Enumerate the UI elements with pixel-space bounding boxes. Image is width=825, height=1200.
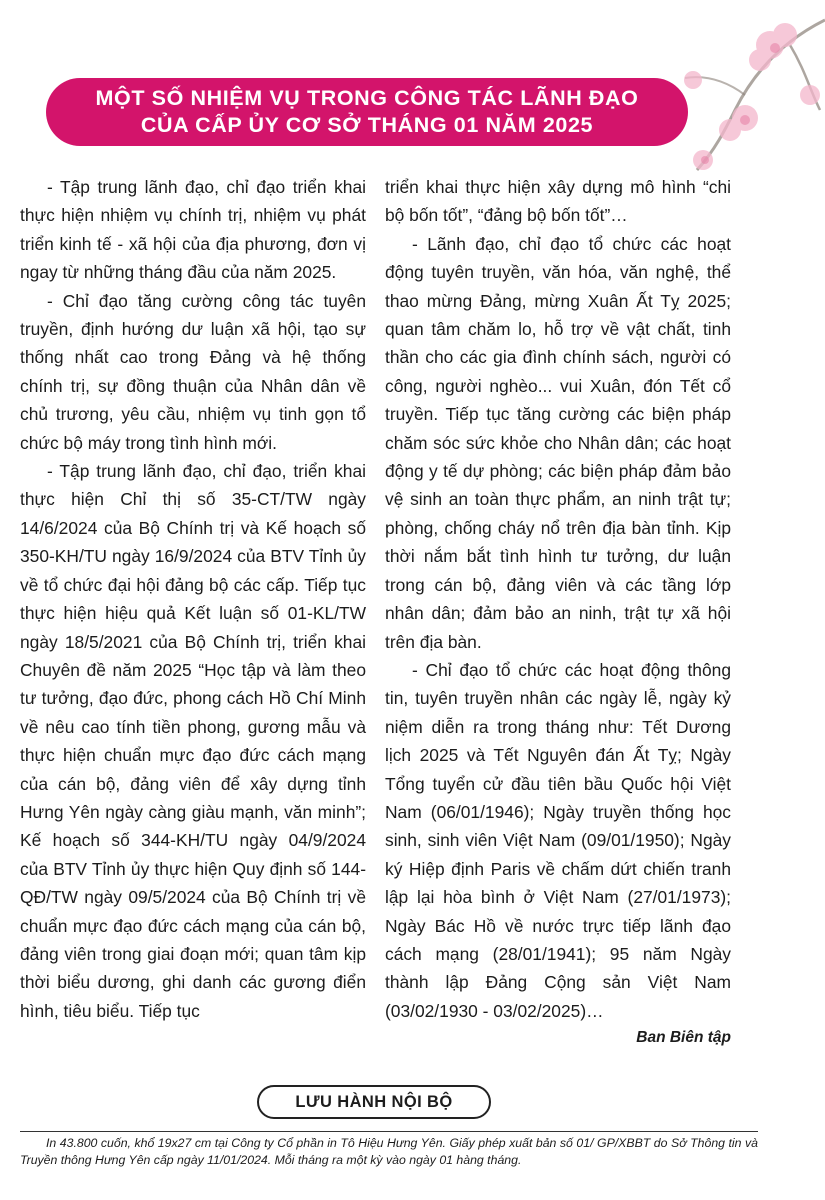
article-column-left [20,173,366,1025]
publication-info-text: In 43.800 cuốn, khổ 19x27 cm tại Công ty Cổ phần in Tô Hiệu Hưng Yên. Giấy phép xuất bản số 01/ GP/XBBT do Sở Thông tin và Truyền thông Hưng Yên cấp ngày 11/01/2024. Mỗi tháng ra một kỳ vào ngày 01 hàng tháng. [20,1136,758,1167]
footer-divider [20,1131,758,1132]
article-paragraph: - Chỉ đạo tổ chức các hoạt động thông tin, tuyên truyền nhân các ngày lễ, ngày kỷ niệm diễn ra trong tháng như: Tết Dương lịch 2025 và Tết Nguyên đán Ất Tỵ; Ngày Tổng tuyển cử đầu tiên bầu Quốc hội Việt Nam (06/01/1946); Ngày truyền thống học sinh, sinh viên Việt Nam (09/01/1950); Ngày ký Hiệp định Paris về chấm dứt chiến tranh lập lại hòa bình ở Việt Nam (27/01/1973); Ngày Bác Hồ về nước trực tiếp lãnh đạo cách mạng (28/01/1941); 95 năm Ngày thành lập Đảng Cộng sản Việt Nam (03/02/1930 - 03/02/2025)… [385,659,731,1021]
publication-info-footer [20,1135,758,1168]
page-title-line-1: MỘT SỐ NHIỆM VỤ TRONG CÔNG TÁC LÃNH ĐẠO [95,86,639,110]
article-column-right [385,173,731,1051]
article-signature: Ban Biên tập [636,1029,731,1047]
article-paragraph: - Lãnh đạo, chỉ đạo tổ chức các hoạt động tuyên truyền, văn hóa, văn nghệ, thể thao mừng Đảng, mừng Xuân Ất Tỵ 2025; quan tâm chăm lo, hỗ trợ về vật chất, tinh thần cho các gia đình chính sách, người có công, người nghèo... vui Xuân, đón Tết cổ truyền. Tiếp tục tăng cường các biện pháp chăm sóc sức khỏe cho Nhân dân; các hoạt động y tế dự phòng; các biện pháp đảm bảo vệ sinh an toàn thực phẩm, an ninh trật tự; phòng, chống cháy nổ trên địa bàn tỉnh. Kịp thời nắm bắt tình hình tư tưởng, dư luận trong cán bộ, đảng viên và các tầng lớp nhân dân; đảm bảo an ninh, trật tự xã hội trên địa bàn. [385,233,731,652]
page-title-line-2: CỦA CẤP ỦY CƠ SỞ THÁNG 01 NĂM 2025 [140,113,594,137]
title-banner [46,78,688,146]
article-paragraph: - Tập trung lãnh đạo, chỉ đạo triển khai thực hiện nhiệm vụ chính trị, nhiệm vụ phát triển kinh tế - xã hội của địa phương, đơn vị ngay từ những tháng đầu của năm 2025. [20,177,366,283]
article-paragraph-continuation: triển khai thực hiện xây dựng mô hình “chi bộ bốn tốt”, “đảng bộ bốn tốt”… [385,177,731,226]
article-paragraph: - Chỉ đạo tăng cường công tác tuyên truyền, định hướng dư luận xã hội, tạo sự thống nhất cao trong Đảng và hệ thống chính trị, sự đồng thuận của Nhân dân về chủ trương, yêu cầu, nhiệm vụ tinh gọn tổ chức bộ máy trong tình hình mới. [20,290,366,453]
internal-circulation-badge: LƯU HÀNH NỘI BỘ [257,1085,491,1119]
article-paragraph: - Tập trung lãnh đạo, chỉ đạo, triển khai thực hiện Chỉ thị số 35-CT/TW ngày 14/6/2024 của Bộ Chính trị và Kế hoạch số 350-KH/TU ngày 16/9/2024 của BTV Tỉnh ủy về tổ chức đại hội đảng bộ các cấp. Tiếp tục thực hiện hiệu quả Kết luận số 01-KL/TW ngày 18/5/2021 của Bộ Chính trị, triển khai Chuyên đề năm 2025 “Học tập và làm theo tư tưởng, đạo đức, phong cách Hồ Chí Minh về nêu cao tính tiền phong, gương mẫu và thực hiện chuẩn mực đạo đức cách mạng của cán bộ, đảng viên để xây dựng tỉnh Hưng Yên ngày càng giàu mạnh, văn minh”; Kế hoạch số 344-KH/TU ngày 04/9/2024 của BTV Tỉnh ủy thực hiện Quy định số 144-QĐ/TW ngày 09/5/2024 của Bộ Chính trị về chuẩn mực đạo đức cách mạng của cán bộ, đảng viên trong giai đoạn mới; quan tâm kịp thời biểu dương, ghi danh các gương điển hình, tiêu biểu. Tiếp tục [20,461,366,1021]
